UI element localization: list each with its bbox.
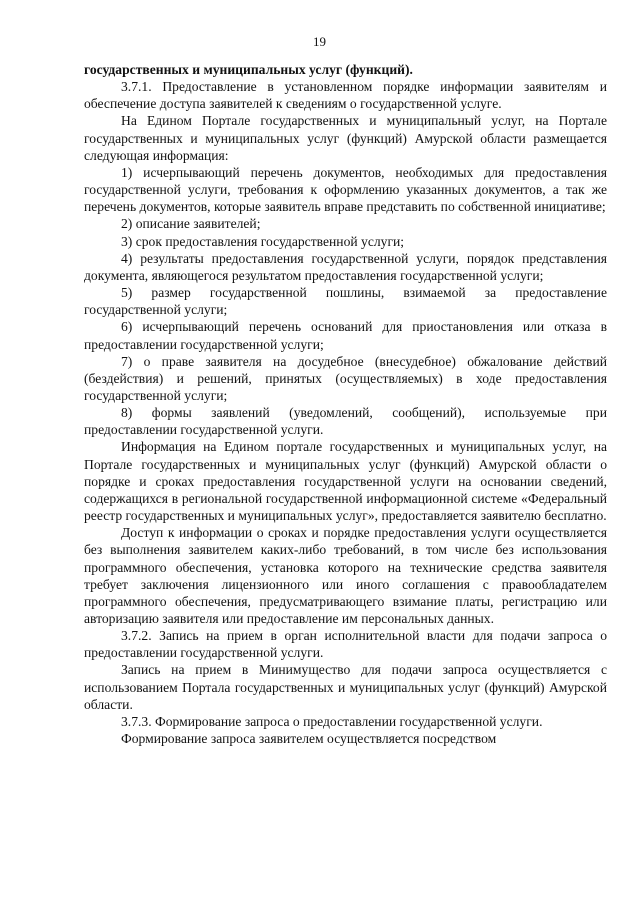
list-item-3: 3) срок предоставления государственной услуги; bbox=[121, 233, 405, 249]
clause-3-7-2: 3.7.2. Запись на прием в орган исполнительной власти для подачи запроса о предоставлении государственной услуги. bbox=[84, 628, 607, 661]
paragraph-portal-info: На Едином Портале государственных и муниципальный услуг, на Портале государственных и муниципальных услуг (функций) Амурской области размещается следующая информация: bbox=[84, 113, 607, 163]
paragraph-access: Доступ к информации о сроках и порядке предоставления услуги осуществляется без выполнения заявителем каких-либо требований, в том числе без использования программного обеспечения, установка которого на технические средства заявителя требует заключения лицензионного или иного соглашения с правообладателем программного обеспечения, предусматривающего взимание платы, регистрацию или авторизацию заявителя или предоставление им персональных данных. bbox=[84, 525, 607, 626]
document-body bbox=[84, 61, 607, 747]
paragraph-appointment: Запись на прием в Минимущество для подачи запроса осуществляется с использованием Портала государственных и муниципальных услуг (функций) Амурской области. bbox=[84, 662, 607, 712]
list-item-5: 5) размер государственной пошлины, взимаемой за предоставление государственной услуги; bbox=[84, 285, 607, 318]
clause-3-7-3: 3.7.3. Формирование запроса о предоставлении государственной услуги. bbox=[121, 713, 543, 729]
list-item-6: 6) исчерпывающий перечень оснований для приостановления или отказа в предоставлении государственной услуги; bbox=[84, 319, 607, 352]
paragraph-request-formation: Формирование запроса заявителем осуществляется посредством bbox=[121, 731, 497, 747]
section-heading-continuation: государственных и муниципальных услуг (функций). bbox=[84, 62, 413, 77]
list-item-4: 4) результаты предоставления государственной услуги, порядок представления документа, являющегося результатом предоставления государственной услуги; bbox=[84, 250, 607, 283]
list-item-1: 1) исчерпывающий перечень документов, необходимых для предоставления государственной услуги, требования к оформлению указанных документов, а так же перечень документов, которые заявитель вправе представить по собственной инициативе; bbox=[84, 164, 607, 215]
page-number: 19 bbox=[313, 34, 326, 49]
list-item-8: 8) формы заявлений (уведомлений, сообщений), используемые при предоставлении государственной услуги. bbox=[84, 405, 607, 438]
list-item-7: 7) о праве заявителя на досудебное (внесудебное) обжалование действий (бездействия) и решений, принятых (осуществляемых) в ходе предоставления государственной услуги; bbox=[84, 353, 607, 403]
list-item-2: 2) описание заявителей; bbox=[121, 216, 261, 232]
paragraph-free-info: Информация на Едином портале государственных и муниципальных услуг, на Портале государственных и муниципальных услуг (функций) Амурской области о порядке и сроках предоставления государственной услуги на основании сведений, содержащихся в региональной государственной информационной системе «Федеральный реестр государственных и муниципальных услуг», предоставляется заявителю бесплатно. bbox=[84, 439, 607, 524]
clause-3-7-1: 3.7.1. Предоставление в установленном порядке информации заявителям и обеспечение доступа заявителей к сведениям о государственной услуге. bbox=[84, 79, 607, 112]
